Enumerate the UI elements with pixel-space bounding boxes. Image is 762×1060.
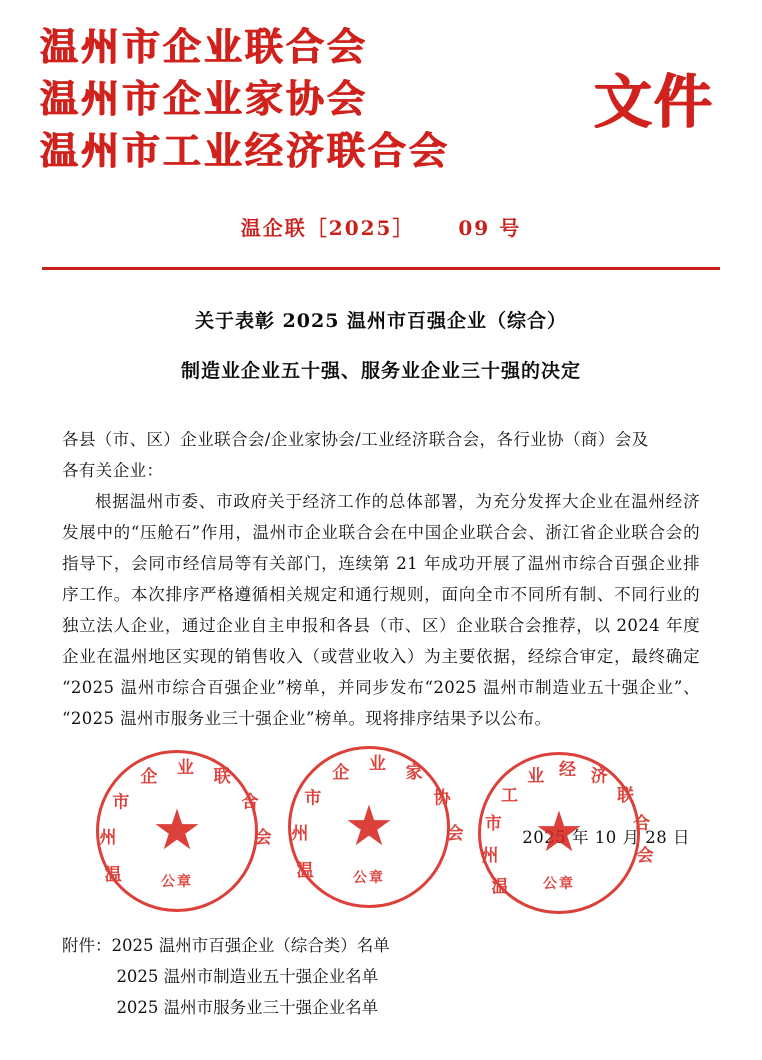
attachment-list — [62, 930, 700, 1023]
seal-entrepreneur-association — [288, 746, 464, 908]
seal-3-ring-text: 温 州 市 工 业 经 济 联 合 会 — [481, 760, 654, 897]
seal-2-bottom-text: 公章 — [353, 870, 385, 886]
page-title-line-1: 关于表彰 2025 温州市百强企业（综合） — [194, 310, 568, 332]
document-date: 2025 年 10 月 28 日 — [522, 828, 690, 847]
document-number — [0, 212, 762, 241]
letterhead-org-names — [40, 24, 560, 174]
seal-1-star-icon: ★ — [151, 798, 203, 863]
page-title — [0, 304, 762, 388]
attachment-item-1: 附件：2025 温州市百强企业（综合类）名单 — [62, 936, 390, 955]
seal-1-bottom-text: 公章 — [161, 874, 193, 890]
letterhead-org-line-2: 温州市企业家协会 — [40, 76, 369, 121]
document-number-suffix: 号 — [499, 216, 522, 240]
body-paragraph: 根据温州市委、市政府关于经济工作的总体部署，为充分发挥大企业在温州经济发展中的“压舱石”作用，温州市企业联合会在中国企业联合会、浙江省企业联合会的指导下，会同市经信局等有关部门，连续第 21 年成功开展了温州市综合百强企业排序工作。本次排序严格遵循相关规定和通行规则，面向全市不同所有制、不同行业的独立法人企业，通过企业自主申报和各县（市、区）企业联合会推荐，以 2024 年度企业在温州地区实现的销售收入（或营业收入）为主要依据，经综合审定，最终确定“2025 温州市综合百强企业”榜单，并同步发布“2025 温州市制造业五十强企业”、“2025 温州市服务业三十强企业”榜单。现将排序结果予以公布。 — [62, 492, 700, 728]
seal-3-star-icon: ★ — [533, 800, 585, 865]
letterhead-org-line-3: 温州市工业经济联合会 — [40, 128, 451, 173]
letterhead-org-line-1: 温州市企业联合会 — [40, 24, 369, 69]
attachment-item-2: 2025 温州市制造业五十强企业名单 — [116, 967, 379, 986]
seal-3-bottom-text: 公章 — [543, 876, 575, 892]
letterhead-document-word: 文件 — [593, 68, 714, 136]
document-body — [62, 424, 700, 734]
seal-2-star-icon: ★ — [343, 794, 395, 859]
letterhead — [0, 0, 762, 180]
document-number-value: 09 — [458, 216, 491, 240]
red-divider-rule — [42, 267, 720, 270]
attachment-item-3: 2025 温州市服务业三十强企业名单 — [116, 998, 379, 1017]
seal-2-ring-text: 温 州 市 企 业 家 协 会 — [291, 754, 464, 882]
seal-and-date-area — [0, 740, 762, 920]
page-title-line-2: 制造业企业五十强、服务业企业三十强的决定 — [180, 360, 581, 382]
addressee-line-1: 各县（市、区）企业联合会/企业家协会/工业经济联合会，各行业协（商）会及 — [62, 430, 649, 449]
seal-enterprise-federation — [96, 750, 272, 912]
document-number-prefix: 温企联［2025］ — [240, 216, 415, 240]
seal-industrial-economy-federation — [478, 752, 654, 914]
seal-1-ring-text: 温 州 市 企 业 联 合 会 — [99, 758, 272, 886]
addressee-line-2: 各有关企业： — [62, 461, 164, 480]
